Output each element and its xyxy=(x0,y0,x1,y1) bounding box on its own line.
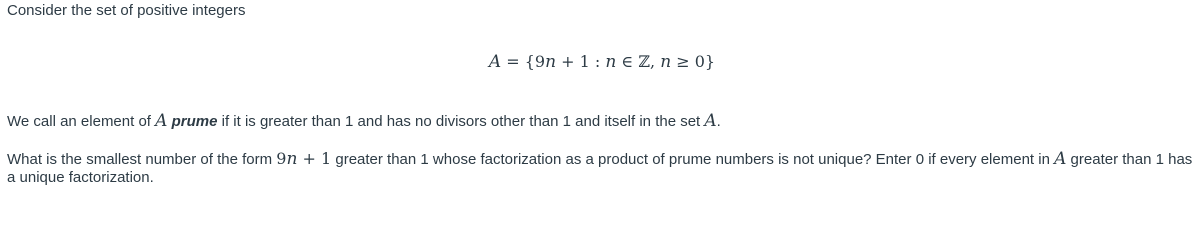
set-symbol-a: A xyxy=(1054,149,1067,169)
variable-n: n xyxy=(545,52,557,72)
definition-paragraph xyxy=(7,112,721,131)
variable-n: n xyxy=(286,149,298,169)
prume-term: prume xyxy=(171,113,218,130)
equation-part-ge: ≥ 0} xyxy=(671,52,716,71)
intro-text: Consider the set of positive integers xyxy=(7,2,246,19)
equation-part-plus: + 1 : xyxy=(556,52,606,71)
variable-n: n xyxy=(605,52,617,72)
set-symbol-a: A xyxy=(155,111,168,131)
set-symbol-a: A xyxy=(488,52,502,72)
equation-part-eq: = {9 xyxy=(501,52,546,71)
question-document xyxy=(7,0,1197,192)
definition-post: if it is greater than 1 and has no divisors other than 1 and itself in the set xyxy=(217,113,705,130)
question-paragraph xyxy=(7,150,1197,187)
form-plus-one: + 1 xyxy=(297,149,332,168)
question-post: greater than 1 has a unique factorization. xyxy=(7,151,1193,186)
definition-end: . xyxy=(716,113,721,130)
set-definition-equation xyxy=(7,52,1197,72)
equation-part-member: ∈ ℤ, xyxy=(616,52,661,71)
intro-paragraph xyxy=(7,2,245,20)
question-mid: greater than 1 whose factorization as a product of prume numbers is not unique? Enter 0 if every element in xyxy=(331,151,1055,168)
variable-n: n xyxy=(660,52,672,72)
question-pre: What is the smallest number of the form xyxy=(7,151,277,168)
form-coefficient: 9 xyxy=(276,149,287,168)
definition-pre: We call an element of xyxy=(7,113,156,130)
set-symbol-a: A xyxy=(704,111,717,131)
